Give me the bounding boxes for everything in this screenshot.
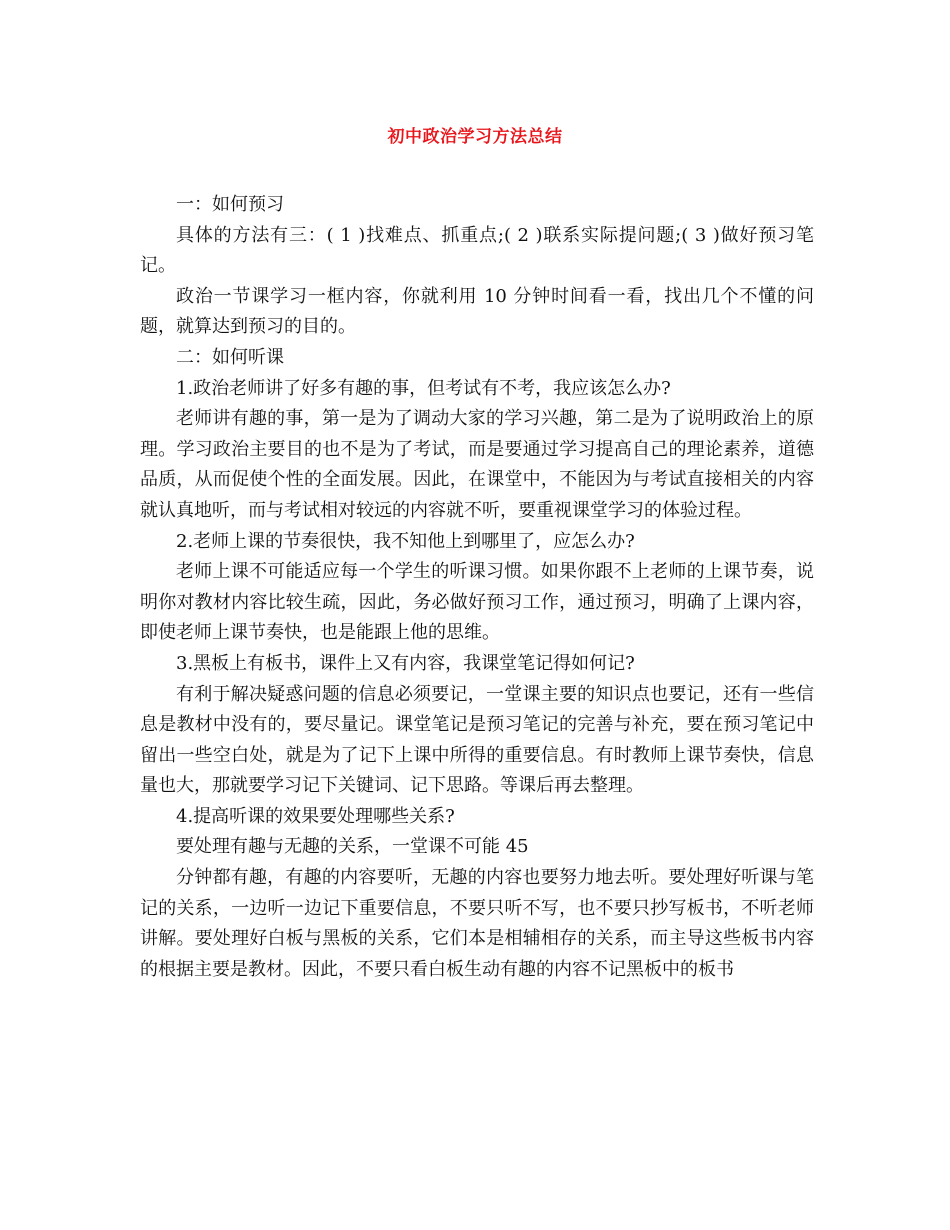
paragraph: 要处理有趣与无趣的关系，一堂课不可能 45 [176,836,529,858]
page-title: 初中政治学习方法总结 [387,127,563,147]
paragraph: 具体的方法有三：( 1 )找难点、抓重点;( 2 )联系实际提问题;( 3 )做好预习笔记。 [140,224,814,277]
paragraph: 有利于解决疑惑问题的信息必须要记，一堂课主要的知识点也要记，还有一些信息是教材中没有的，要尽量记。课堂笔记是预习笔记的完善与补充，要在预习笔记中留出一些空白处，就是为了记下上课中所得的重要信息。有时教师上课节奏快，信息量也大，那就要学习记下关键词、记下思路。等课后再去整理。 [140,683,814,797]
question-1: 1.政治老师讲了好多有趣的事，但考试有不考，我应该怎么办? [176,377,671,399]
paragraph: 政治一节课学习一框内容，你就利用 10 分钟时间看一看，找出几个不懂的问题，就算达到预习的目的。 [140,285,814,338]
question-3: 3.黑板上有板书，课件上又有内容，我课堂笔记得如何记? [176,652,635,674]
document-body [140,190,814,985]
question-4: 4.提高听课的效果要处理哪些关系? [176,805,455,827]
paragraph: 分钟都有趣，有趣的内容要听，无趣的内容也要努力地去听。要处理好听课与笔记的关系，一边听一边记下重要信息，不要只听不写，也不要只抄写板书，不听老师讲解。要处理好白板与黑板的关系，它们本是相辅相存的关系，而主导这些板书内容的根据主要是教材。因此，不要只看白板生动有趣的内容不记黑板中的板书 [140,867,814,980]
paragraph: 老师上课不可能适应每一个学生的听课习惯。如果你跟不上老师的上课节奏，说明你对教材内容比较生疏，因此，务必做好预习工作，通过预习，明确了上课内容，即使老师上课节奏快，也是能跟上他的思维。 [140,561,814,644]
section-heading-preview: 一：如何预习 [176,194,284,215]
section-heading-listening: 二：如何听课 [176,346,284,368]
question-2: 2.老师上课的节奏很快，我不知他上到哪里了，应怎么办? [176,530,635,552]
paragraph: 老师讲有趣的事，第一是为了调动大家的学习兴趣，第二是为了说明政治上的原理。学习政治主要目的也不是为了考试，而是要通过学习提高自己的理论素养，道德品质，从而促使个性的全面发展。因此，在课堂中，不能因为与考试直接相关的内容就认真地听，而与考试相对较远的内容就不听，要重视课堂学习的体验过程。 [140,408,814,521]
